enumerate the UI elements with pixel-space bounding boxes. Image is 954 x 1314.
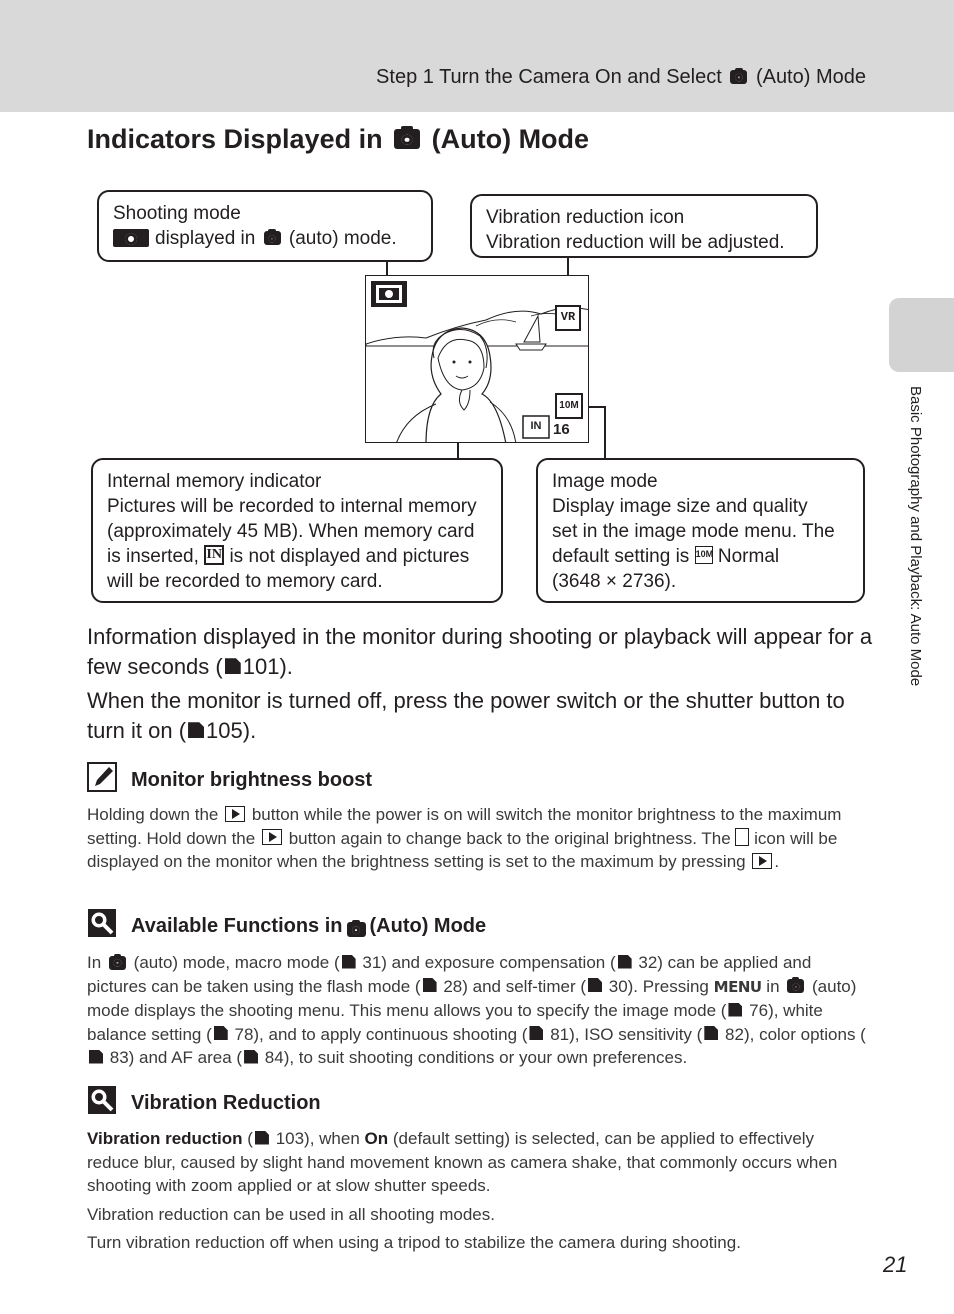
callout-text: is not displayed and pictures: [229, 546, 470, 567]
image-mode-icon: 10M: [695, 546, 713, 564]
note-heading-text: Vibration Reduction: [131, 1092, 321, 1114]
reference-icon: [89, 1050, 103, 1064]
paragraph-text: 101).: [242, 654, 293, 679]
callout-title: Internal memory indicator: [107, 471, 322, 492]
callout-body: will be recorded to memory card.: [107, 571, 383, 592]
leader-line: [604, 406, 606, 459]
callout-vibration-reduction: [470, 194, 818, 258]
note-text-functions: [87, 951, 867, 1070]
leader-line: [386, 262, 388, 276]
note-text: .: [774, 852, 780, 871]
paragraph-text: Information displayed in the monitor during shooting or playback will appear for a few seconds (: [87, 624, 873, 679]
header-text-before: Step 1 Turn the Camera On and Select: [376, 66, 722, 88]
reference-icon: [214, 1026, 228, 1040]
callout-body: [107, 544, 491, 569]
callout-body: (approximately 45 MB). When memory card: [107, 521, 475, 542]
header-band: [0, 0, 954, 112]
reference-icon: [618, 955, 632, 969]
note-text-vibration-3: Turn vibration reduction off when using a tripod to stabilize the camera during shooting.: [87, 1233, 741, 1252]
reference-icon: [728, 1003, 742, 1017]
note-heading-functions: [87, 908, 486, 938]
note-text: 103), when: [275, 1129, 360, 1148]
reference-icon: [423, 978, 437, 992]
callout-body: Pictures will be recorded to internal memory: [107, 496, 477, 517]
note-heading-text: Monitor brightness boost: [131, 769, 373, 791]
auto-mode-icon: [109, 956, 126, 970]
auto-mode-icon: [394, 129, 420, 149]
note-text: (: [247, 1129, 253, 1148]
title-after: (Auto) Mode: [431, 124, 590, 154]
note-magnifier-icon: [87, 1085, 117, 1115]
playback-button-icon: [225, 806, 245, 822]
image-mode-icon: 10M: [559, 400, 579, 411]
callout-internal-memory: [91, 458, 503, 603]
monitor-illustration: [365, 275, 589, 443]
page-number: 21: [883, 1252, 908, 1277]
playback-button-icon: [752, 853, 772, 869]
reference-icon: [255, 1131, 269, 1145]
callout-title: Shooting mode: [113, 203, 241, 224]
auto-mode-icon: [264, 231, 281, 245]
auto-mode-icon: [347, 922, 366, 937]
reference-icon: [244, 1050, 258, 1064]
note-text: Holding down the: [87, 805, 219, 824]
auto-mode-icon: [730, 70, 747, 84]
note-text-vibration: [87, 1127, 867, 1198]
auto-mode-icon: [787, 979, 804, 993]
brightness-boost-icon: [735, 828, 749, 846]
shooting-mode-icon: [113, 229, 149, 247]
note-text: 32) can be applied and pictures can be taken using the flash mode (: [87, 953, 812, 996]
note-magnifier-icon: [87, 908, 117, 938]
callout-text: displayed in: [155, 228, 256, 249]
note-bold-text: On: [364, 1129, 389, 1148]
title-before: Indicators Displayed in: [87, 124, 383, 154]
note-text: 76), white balance setting (: [87, 1001, 823, 1044]
note-heading-text: (Auto) Mode: [369, 915, 487, 937]
note-text: (default setting) is selected, can be applied to effectively reduce blur, caused by slight hand movement known as camera shake, that commonly occurs when shooting with zoom applied or at slow shutter speeds.: [87, 1129, 838, 1195]
section-tab-label: Basic Photography and Playback: Auto Mode: [907, 386, 924, 687]
memory-indicator-icon: IN: [204, 545, 224, 565]
reference-icon: [704, 1026, 718, 1040]
memory-indicator-icon: IN: [530, 420, 542, 432]
section-tab: [889, 298, 954, 372]
reference-icon: [342, 955, 356, 969]
vr-icon: VR: [560, 310, 576, 324]
callout-text: (auto) mode.: [288, 228, 397, 249]
reference-icon: [225, 658, 241, 674]
callout-body: [552, 544, 853, 569]
callout-body: [113, 226, 421, 251]
note-text: (auto) mode, macro mode (: [133, 953, 340, 972]
callout-shooting-mode: [97, 190, 433, 262]
paragraph-text: 105).: [206, 718, 257, 743]
reference-icon: [588, 978, 602, 992]
callout-body: Display image size and quality: [552, 496, 808, 517]
note-text: button while the power is on will switch the monitor brightness to the maximum setting. Hold down the: [87, 805, 842, 848]
note-text: In: [87, 953, 102, 972]
monitor-scene: [366, 276, 589, 443]
note-text: 83) and AF area (: [109, 1048, 243, 1067]
intro-paragraph: [87, 686, 877, 746]
shots-remaining: 16: [553, 421, 570, 438]
note-text: 30). Pressing: [608, 976, 709, 996]
playback-button-icon: [262, 829, 282, 845]
note-text: 81), ISO sensitivity (: [550, 1024, 703, 1044]
callout-text: default setting is: [552, 546, 690, 567]
note-text: button again to change back to the original brightness. The: [288, 828, 731, 848]
note-text-vibration-2: Vibration reduction can be used in all shooting modes.: [87, 1205, 495, 1224]
note-pencil-icon: [87, 762, 117, 792]
note-text: icon will be displayed on the monitor when the brightness setting is set to the maximum by pressing: [87, 828, 838, 871]
menu-button-label: MENU: [713, 977, 762, 996]
note-text: 84), to suit shooting conditions or your own preferences.: [264, 1048, 688, 1067]
callout-text: Normal: [717, 546, 780, 567]
header-text-after: (Auto) Mode: [755, 66, 866, 88]
page-title: [87, 124, 589, 155]
note-text: (auto) mode displays the shooting menu. This menu allows you to specify the image mode (: [87, 976, 857, 1020]
note-heading-brightness: [87, 762, 372, 792]
callout-body: (3648 × 2736).: [552, 571, 677, 592]
note-bold-text: Vibration reduction: [87, 1129, 243, 1148]
note-heading-vibration: [87, 1085, 321, 1115]
reference-icon: [529, 1026, 543, 1040]
note-text: in: [766, 976, 780, 996]
intro-paragraph: [87, 622, 877, 682]
note-text-brightness: [87, 803, 867, 874]
note-text: 82), color options (: [725, 1024, 866, 1044]
note-heading-text: Available Functions in: [131, 915, 343, 937]
paragraph-text: When the monitor is turned off, press the power switch or the shutter button to turn it on (: [87, 688, 845, 743]
callout-text: is inserted,: [107, 546, 199, 567]
callout-body: set in the image mode menu. The: [552, 521, 835, 542]
callout-title: Image mode: [552, 471, 658, 492]
running-header: [376, 66, 866, 89]
reference-icon: [188, 722, 204, 738]
note-text: 78), and to apply continuous shooting (: [234, 1024, 528, 1044]
callout-title: Vibration reduction icon: [486, 207, 685, 228]
callout-image-mode: [536, 458, 865, 603]
note-text: 28) and self-timer (: [443, 976, 586, 996]
callout-body: Vibration reduction will be adjusted.: [486, 232, 785, 253]
note-text: 31) and exposure compensation (: [362, 953, 616, 972]
